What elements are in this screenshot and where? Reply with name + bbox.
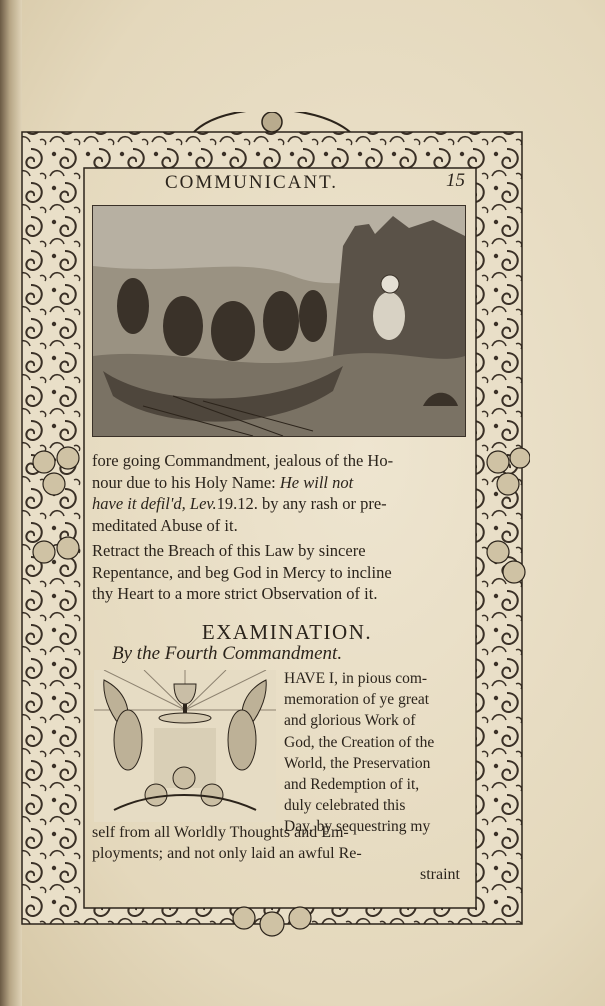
text-line: World, the Preservation — [284, 754, 431, 772]
text-line: HAVE I, in pious com- — [284, 670, 428, 687]
paragraph-retract — [92, 540, 470, 605]
column-text — [284, 668, 474, 838]
text-line: thy Heart to a more strict Observation of it. — [92, 584, 378, 603]
catchword: straint — [420, 866, 460, 883]
text-line: fore going Commandment, jealous of the Ho- — [92, 451, 394, 470]
text-line: ployments; and not only laid an awful Re- — [92, 845, 362, 862]
running-title: COMMUNICANT. — [165, 172, 339, 193]
engraving-plate — [92, 205, 466, 437]
chalice-angels-vignette — [94, 670, 276, 822]
text-span: nour due to his Holy Name: — [92, 472, 280, 492]
text-line: and glorious Work of — [284, 712, 416, 730]
text-line — [92, 472, 470, 494]
page-header — [165, 172, 465, 198]
text-line: Day, by sequestring my — [284, 818, 431, 836]
text-span-italic: have it defil'd, Lev. — [92, 494, 217, 513]
text-line: memoration of ye great — [284, 691, 430, 709]
paragraph-commandment-continued — [92, 450, 470, 536]
section-subheading: By the Fourth Commandment. — [112, 643, 343, 664]
text-line: God, the Creation of the — [284, 733, 435, 751]
text-line: self from all Worldly Thoughts and Em- — [92, 824, 349, 841]
text-line: duly celebrated this — [284, 797, 406, 815]
page-number: 15 — [446, 170, 465, 191]
full-width-text — [92, 822, 472, 885]
text-line: meditated Abuse of it. — [92, 515, 238, 535]
text-span: 19.12. by any rash or pre- — [216, 494, 387, 513]
text-line — [92, 493, 470, 515]
section-heading: EXAMINATION. — [201, 620, 373, 644]
text-line: Repentance, and beg God in Mercy to incline — [92, 562, 392, 582]
text-line: Retract the Breach of this Law by sincere — [92, 541, 366, 560]
text-line: and Redemption of it, — [284, 776, 420, 794]
text-span-italic: He will not — [279, 472, 354, 492]
